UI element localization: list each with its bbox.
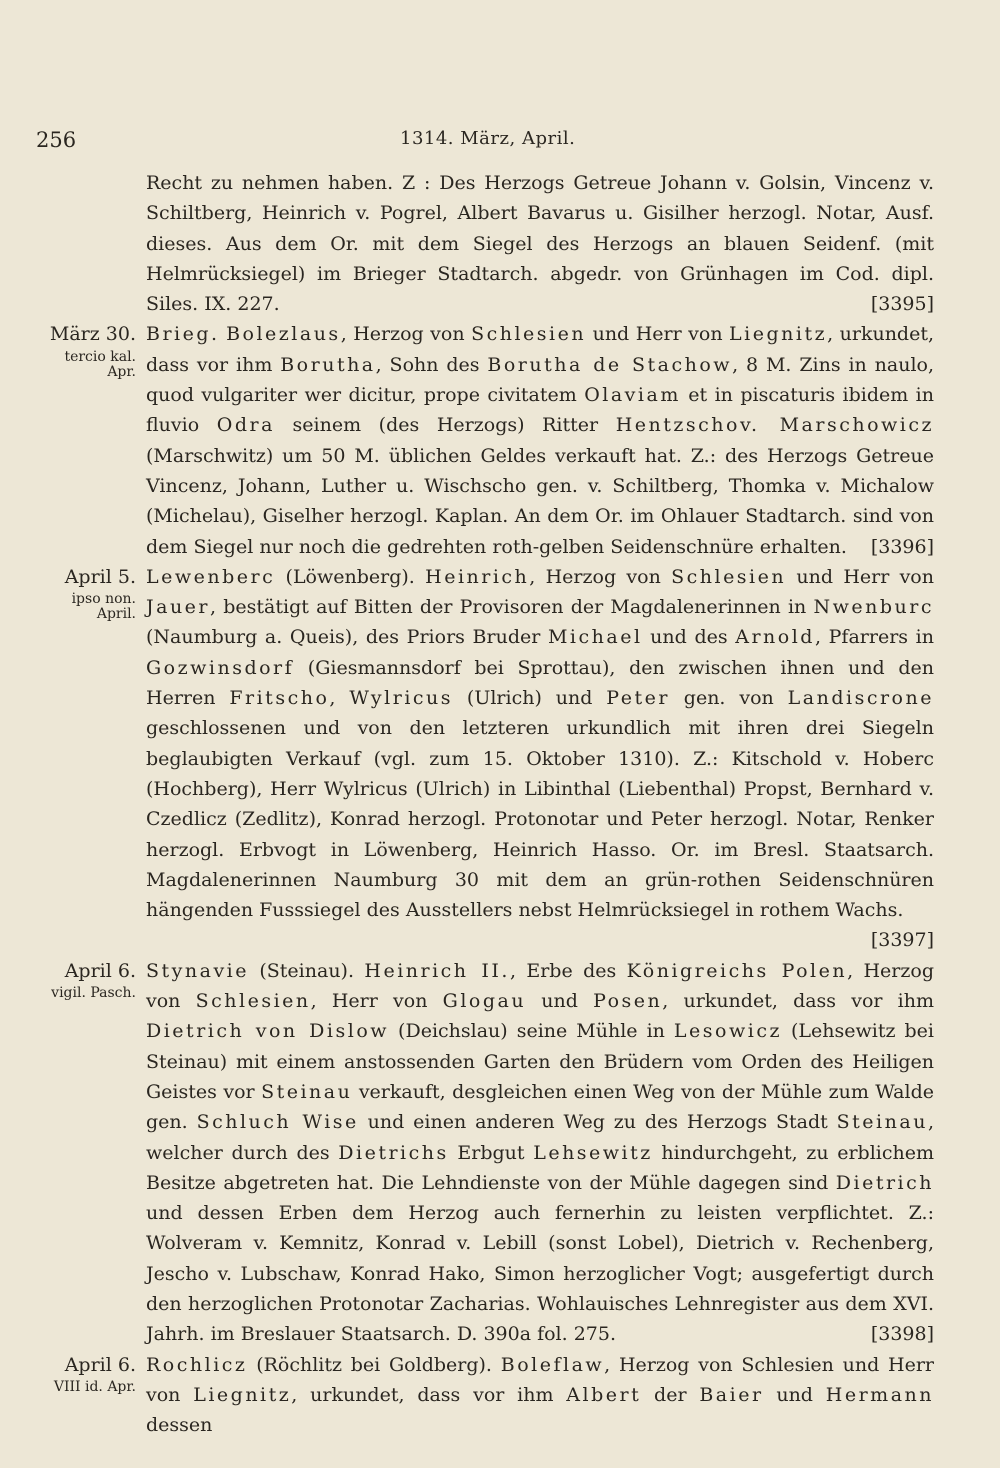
entry-latin-date: tercio kal. Apr. xyxy=(64,348,136,380)
spaced-name: Baier xyxy=(699,1383,764,1406)
entry-number: [3397] xyxy=(870,929,934,952)
spaced-name: Odra xyxy=(216,414,275,437)
spaced-name: Wylricus xyxy=(349,687,454,710)
spaced-name: Liegnitz xyxy=(729,323,828,346)
spaced-name: Steinau xyxy=(261,1080,353,1103)
spaced-name: Heinrich II. xyxy=(364,959,510,982)
spaced-name: Steinau xyxy=(836,1111,928,1134)
spaced-name: Michael xyxy=(547,626,643,649)
spaced-name: Brieg. xyxy=(146,323,220,346)
spaced-name: Lewenberc xyxy=(146,565,276,588)
entry-latin-date: VIII id. Apr. xyxy=(53,1378,136,1395)
spaced-name: Boleflaw xyxy=(500,1353,605,1376)
regest-entry xyxy=(36,168,936,319)
entry-text: Recht zu nehmen haben. Z : Des Herzogs Getreue Johann v. Golsin, Vincenz v. Schiltberg, Heinrich v. Pogrel, Albert Bavarus u. Gisilher herzogl. Notar, Ausf. dieses. Aus dem Or. mit dem Siegel des Herzogs an blauen Seidenf. (mit Helmrücksiegel) im Brieger Stadtarch. abgedr. von Grünhagen im Cod. dipl. Siles. IX. 227. [3395] xyxy=(146,168,934,319)
spaced-name: Schlesien xyxy=(195,990,311,1013)
page-number: 256 xyxy=(36,128,77,152)
spaced-name: Borutha de Stachow xyxy=(487,353,733,376)
spaced-name: Posen xyxy=(593,990,663,1013)
spaced-name: Lehsewitz xyxy=(533,1141,653,1164)
spaced-name: Arnold xyxy=(735,626,815,649)
spaced-name: Gozwinsdorf xyxy=(146,656,295,679)
spaced-name: Borutha xyxy=(280,353,376,376)
spaced-name: Schluch Wise xyxy=(196,1111,359,1134)
entry-number: [3395] xyxy=(870,293,934,316)
spaced-name: Hentzschov. Marschowicz xyxy=(615,414,935,437)
spaced-name: Fritscho xyxy=(229,687,330,710)
spaced-name: Stynavie xyxy=(146,959,250,982)
entry-number: [3398] xyxy=(870,1323,934,1346)
spaced-name: Schlesien xyxy=(471,323,587,346)
entry-date: April 5. xyxy=(64,565,136,588)
spaced-name: Lesowicz xyxy=(673,1020,782,1043)
entry-latin-date: ipso non. April. xyxy=(71,591,136,623)
spaced-name: Dietrich von Dislow xyxy=(146,1020,390,1043)
spaced-name: Schlesien xyxy=(671,565,787,588)
document-body xyxy=(36,168,936,1440)
regest-entry xyxy=(36,1350,936,1441)
entry-date: März 30. xyxy=(49,323,136,346)
entry-text: Brieg. Bolezlaus, Herzog von Schlesien und Herr von Liegnitz, urkundet, dass vor ihm Borutha, Sohn des Borutha de Stachow, 8 M. Zins in naulo, quod vulgariter wer dicitur, prope civitatem Olaviam et in piscaturis ibidem in fluvio Odra seinem (des Herzogs) Ritter Hentzschov. Marschowicz (Marschwitz) um 50 M. üblichen Geldes verkauft hat. Z.: des Herzogs Getreue Vincenz, Johann, Luther u. Wischscho gen. v. Schiltberg, Thomka v. Michalow (Michelau), Giselher herzogl. Kaplan. An dem Or. im Ohlauer Stadtarch. sind von dem Siegel nur noch die gedrehten roth-gelben Seidenschnüre erhalten. [3396] xyxy=(146,319,934,561)
entry-number: [3396] xyxy=(870,535,934,558)
spaced-name: Landiscrone xyxy=(787,687,934,710)
spaced-name: Nwenburc xyxy=(813,596,934,619)
spaced-name: Liegnitz xyxy=(193,1383,292,1406)
entry-date: April 6. xyxy=(64,1353,136,1376)
running-title: 1314. März, April. xyxy=(400,128,576,149)
margin-date xyxy=(36,1350,136,1395)
entry-date: April 6. xyxy=(64,959,136,982)
spaced-name: Jauer xyxy=(146,596,211,619)
entry-text: Lewenberc (Löwenberg). Heinrich, Herzog von Schlesien und Herr von Jauer, bestätigt auf Bitten der Provisoren der Magdalenerinnen in Nwenburc (Naumburg a. Queis), des Priors Bruder Michael und des Arnold, Pfarrers in Gozwinsdorf (Giesmannsdorf bei Sprottau), den zwischen ihnen und den Herren Fritscho, Wylricus (Ulrich) und Peter gen. von Landiscrone geschlossenen und von den letzteren urkundlich mit ihren drei Siegeln beglaubigten Verkauf (vgl. zum 15. Oktober 1310). Z.: Kitschold v. Hoberc (Hochberg), Herr Wylricus (Ulrich) in Libinthal (Liebenthal) Propst, Bernhard v. Czedlicz (Zedlitz), Konrad herzogl. Protonotar und Peter herzogl. Notar, Renker herzogl. Erbvogt in Löwenberg, Heinrich Hasso. Or. im Bresl. Staatsarch. Magdalenerinnen Naumburg 30 mit dem an grün-rothen Seidenschnüren hängenden Fusssiegel des Ausstellers nebst Helmrücksiegel in rothem Wachs. [3397] xyxy=(146,562,934,956)
spaced-name: Heinrich xyxy=(425,565,530,588)
spaced-name: Albert xyxy=(566,1383,642,1406)
spaced-name: Dietrich xyxy=(835,1171,934,1194)
spaced-name: Rochlicz xyxy=(146,1353,248,1376)
spaced-name: Dietrichs xyxy=(338,1141,449,1164)
margin-date xyxy=(36,319,136,379)
spaced-name: Peter xyxy=(606,687,670,710)
spaced-name: Bolezlaus xyxy=(226,323,341,346)
spaced-name: Olaviam xyxy=(584,384,681,407)
entry-text: Stynavie (Steinau). Heinrich II., Erbe des Königreichs Polen, Herzog von Schlesien, Herr von Glogau und Posen, urkundet, dass vor ihm Dietrich von Dislow (Deichslau) seine Mühle in Lesowicz (Lehsewitz bei Steinau) mit einem anstossenden Garten den Brüdern vom Orden des Heiligen Geistes vor Steinau verkauft, desgleichen einen Weg von der Mühle zum Walde gen. Schluch Wise und einen anderen Weg zu des Herzogs Stadt Steinau, welcher durch des Dietrichs Erbgut Lehsewitz hindurchgeht, zu erblichem Besitze abgetreten hat. Die Lehndienste von der Mühle dagegen sind Dietrich und dessen Erben dem Herzog auch fernerhin zu leisten verpflichtet. Z.: Wolveram v. Kemnitz, Konrad v. Lebill (sonst Lobel), Dietrich v. Rechenberg, Jescho v. Lubschaw, Konrad Hako, Simon herzoglicher Vogt; ausgefertigt durch den herzoglichen Protonotar Zacharias. Wohlauisches Lehnregister aus dem XVI. Jahrh. im Breslauer Staatsarch. D. 390a fol. 275. [3398] xyxy=(146,956,934,1350)
spaced-name: Glogau xyxy=(442,990,527,1013)
regest-entry xyxy=(36,956,936,1350)
spaced-name: Königreichs Polen xyxy=(626,959,848,982)
margin-date xyxy=(36,562,136,622)
entry-latin-date: vigil. Pasch. xyxy=(51,985,136,1002)
regest-entry xyxy=(36,562,936,956)
entry-text: Rochlicz (Röchlitz bei Goldberg). Boleflaw, Herzog von Schlesien und Herr von Liegnitz, urkundet, dass vor ihm Albert der Baier und Hermann dessen xyxy=(146,1353,935,1437)
spaced-name: Hermann xyxy=(825,1383,934,1406)
page-header xyxy=(36,128,936,158)
margin-date xyxy=(36,956,136,1001)
regest-entry xyxy=(36,319,936,561)
